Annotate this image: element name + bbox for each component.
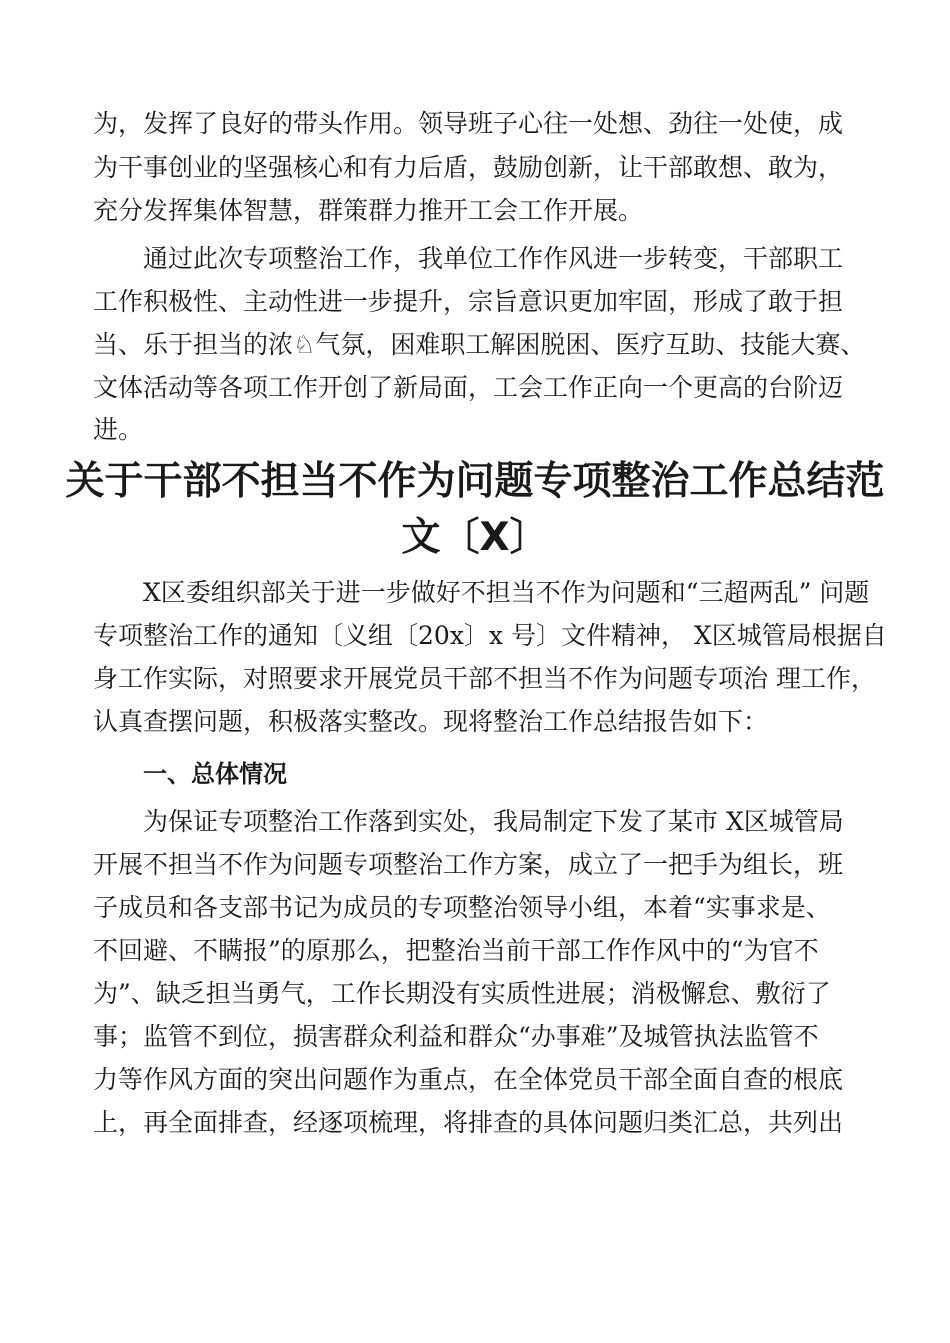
text-line: 上，再全面排查，经逐项梳理，将排查的具体问题归类汇总，共列出	[93, 1108, 844, 1137]
text-line: 为保证专项整治工作落到实处，我局制定下发了某市 X区城管局	[143, 807, 844, 836]
text-line: 不回避、不瞒报”的原那么，把整治当前干部工作作风中的“为官不	[93, 936, 819, 965]
text-line: 认真查摆问题，积极落实整改。现将整治工作总结报告如下：	[93, 707, 769, 736]
text-line: 开展不担当不作为问题专项整治工作方案，成立了一把手为组长，班	[93, 850, 844, 879]
text-line: 充分发挥集体智慧，群策群力推开工会工作开展。	[93, 196, 644, 225]
text-line: 为干事创业的坚强核心和有力后盾，鼓励创新，让干部敢想、敢为，	[93, 153, 844, 182]
text-line: 身工作实际，对照要求开展党员干部不担当不作为问题专项治 理工作，	[93, 664, 876, 693]
text-line: X区委组织部关于进一步做好不担当不作为问题和“三超两乱” 问题	[143, 578, 870, 607]
text-line: 通过此次专项整治工作，我单位工作作风进一步转变，干部职工	[143, 244, 844, 273]
text-line: 工作积极性、主动性进一步提升，宗旨意识更加牢固，形成了敢于担	[93, 287, 844, 316]
text-line: 当、乐于担当的浓♘气氛，困难职工解困脱困、医疗互助、技能大赛、	[93, 330, 866, 359]
title-line: 文〔X〕	[401, 515, 549, 560]
text-line: 文体活动等各项工作开创了新局面，工会工作正向一个更高的台阶迈	[93, 373, 844, 402]
text-line: 事；监管不到位，损害群众利益和群众“办事难”及城管执法监管不	[93, 1022, 819, 1051]
text-line: 为，发挥了良好的带头作用。领导班子心往一处想、劲往一处使，成	[93, 109, 844, 138]
text-line: 力等作风方面的突出问题作为重点，在全体党员干部全面自查的根底	[93, 1065, 844, 1094]
section-heading: 一、总体情况	[143, 760, 287, 788]
text-line: 专项整治工作的通知〔义组〔20x〕x 号〕文件精神， X区城管局根据自	[93, 621, 887, 650]
title-line: 关于干部不担当不作为问题专项整治工作总结范	[65, 459, 885, 504]
text-line: 为”、缺乏担当勇气，工作长期没有实质性进展；消极懈怠、敷衍了	[93, 979, 831, 1008]
text-line: 子成员和各支部书记为成员的专项整治领导小组，本着“实事求是、	[93, 893, 831, 922]
text-line: 进。	[93, 415, 144, 444]
